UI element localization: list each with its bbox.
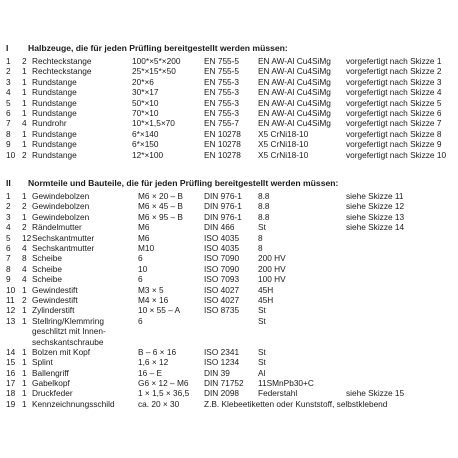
quantity: 1: [22, 191, 27, 201]
part-name: Gewindebolzen: [32, 211, 90, 222]
part-name: Rundstange: [32, 76, 77, 87]
remark: vorgefertigt nach Skizze 1: [346, 56, 442, 66]
grade: 45H: [258, 294, 274, 305]
part-name: Scheibe: [32, 263, 62, 274]
row-number: 10: [6, 149, 16, 160]
grade: 100 HV: [258, 274, 286, 285]
standard: ISO 4027: [204, 294, 240, 305]
quantity: 8: [22, 253, 27, 264]
row-number: 2: [6, 66, 11, 77]
part-name: Rundrohr: [32, 118, 67, 129]
material: EN AW-Al Cu4SiMg: [258, 66, 331, 77]
size: M3 × 5: [138, 284, 164, 295]
size: M6 × 20 – B: [138, 191, 183, 201]
quantity: 1: [22, 346, 27, 357]
row-number: 6: [6, 242, 11, 253]
size: 6: [138, 274, 143, 285]
table-row: [0, 212, 458, 222]
standard: ISO 4035: [204, 232, 240, 243]
standard: ISO 2341: [204, 346, 240, 357]
table-row: [0, 274, 458, 284]
table-row: [0, 264, 458, 274]
quantity: 1: [22, 305, 27, 316]
part-name: Druckfeder: [32, 388, 73, 399]
part-name: Gabelkopf: [32, 378, 70, 389]
quantity: 1: [22, 211, 27, 222]
row-number: 4: [6, 222, 11, 233]
quantity: 2: [22, 201, 27, 212]
standard: EN 10278: [204, 128, 241, 139]
dimensions: 6*×140: [132, 128, 159, 139]
standard: ISO 1234: [204, 357, 240, 368]
standard: ISO 8735: [204, 305, 240, 316]
part-name: Rundstange: [32, 97, 77, 108]
part-name: Rundstange: [32, 87, 77, 98]
grade: 8: [258, 242, 263, 253]
section-2-title: Normteile und Bauteile, die für jeden Prüfling bereitgestellt werden müssen:: [28, 178, 339, 188]
remark: vorgefertigt nach Skizze 2: [346, 66, 442, 77]
table-row: [0, 77, 458, 87]
table-row: [0, 347, 458, 357]
material: EN AW-Al Cu4SiMg: [258, 107, 331, 118]
size: 6: [138, 253, 143, 264]
part-name: Ballengriff: [32, 367, 69, 378]
standard: EN 755-7: [204, 118, 240, 129]
quantity: 12: [22, 232, 32, 243]
size: ca. 20 × 30: [138, 398, 180, 409]
table-row: [0, 66, 458, 76]
dimensions: 10*×1,5×70: [132, 118, 175, 129]
standard: DIN 2098: [204, 388, 240, 399]
material: EN AW-Al Cu4SiMg: [258, 87, 331, 98]
grade: St: [258, 315, 266, 326]
row-number: 12: [6, 305, 16, 316]
dimensions: 50*×10: [132, 97, 159, 108]
table-row: [0, 368, 458, 378]
row-number: 4: [6, 87, 11, 98]
part-name: Scheibe: [32, 253, 62, 264]
standard: EN 755-5: [204, 56, 240, 66]
remark: siehe Skizze 12: [346, 201, 405, 212]
standard: EN 755-5: [204, 66, 240, 77]
remark: vorgefertigt nach Skizze 3: [346, 76, 442, 87]
size: M6: [138, 222, 150, 233]
table-row: [0, 285, 458, 295]
quantity: 1: [22, 388, 27, 399]
part-name: Splint: [32, 357, 53, 368]
quantity: 2: [22, 149, 27, 160]
dimensions: 70*×10: [132, 107, 159, 118]
material: EN AW-Al Cu4SiMg: [258, 97, 331, 108]
table-row: [0, 87, 458, 97]
quantity: 4: [22, 118, 27, 129]
quantity: 1: [22, 315, 27, 326]
remark: siehe Skizze 11: [346, 191, 404, 201]
quantity: 1: [22, 107, 27, 118]
table-row: [0, 98, 458, 108]
part-name: Zylinderstift: [32, 305, 75, 316]
row-number: 8: [6, 128, 11, 139]
row-number: 1: [6, 56, 11, 66]
remark: vorgefertigt nach Skizze 8: [346, 128, 442, 139]
row-number: 15: [6, 357, 16, 368]
standard: DIN 466: [204, 222, 235, 233]
table-row: [0, 201, 458, 211]
remark: siehe Skizze 13: [346, 211, 405, 222]
remark: siehe Skizze 15: [346, 388, 405, 399]
row-number: 19: [6, 398, 16, 409]
material: EN AW-Al Cu4SiMg: [258, 56, 331, 66]
part-name: Gewindestift: [32, 284, 78, 295]
remark: Z.B. Klebeetiketten oder Kunststoff, selbstklebend: [204, 398, 388, 409]
grade: St: [258, 222, 266, 233]
part-name: Rundstange: [32, 107, 77, 118]
size: 1 × 1,5 × 36,5: [138, 388, 190, 399]
part-name: Kennzeichnungsschild: [32, 398, 115, 409]
table-row: [0, 243, 458, 253]
grade: 200 HV: [258, 263, 286, 274]
quantity: 2: [22, 56, 27, 66]
standard: DIN 976-1: [204, 191, 242, 201]
size: 6: [138, 315, 143, 326]
standard: ISO 7093: [204, 274, 240, 285]
quantity: 2: [22, 222, 27, 233]
grade: St: [258, 346, 266, 357]
standard: ISO 7090: [204, 253, 240, 264]
quantity: 1: [22, 76, 27, 87]
table-row: [0, 108, 458, 118]
row-number: 18: [6, 388, 16, 399]
material: X5 CrNi18-10: [258, 128, 309, 139]
part-name: Bolzen mit Kopf: [32, 346, 91, 357]
row-number: 7: [6, 253, 11, 264]
grade: 45H: [258, 284, 274, 295]
row-number: 10: [6, 284, 16, 295]
table-row: [0, 233, 458, 243]
standard: EN 755-3: [204, 97, 240, 108]
grade: 8.8: [258, 191, 270, 201]
dimensions: 6*×150: [132, 139, 159, 150]
row-number: 3: [6, 76, 11, 87]
quantity: 1: [22, 139, 27, 150]
grade: 8.8: [258, 211, 270, 222]
standard: EN 10278: [204, 149, 241, 160]
row-number: 17: [6, 378, 16, 389]
row-number: 5: [6, 97, 11, 108]
quantity: 1: [22, 128, 27, 139]
standard: ISO 7090: [204, 263, 240, 274]
part-name: Rundstange: [32, 128, 77, 139]
grade: Federstahl: [258, 388, 298, 399]
standard: ISO 4027: [204, 284, 240, 295]
quantity: 1: [22, 357, 27, 368]
section-2-table: [0, 191, 458, 409]
size: G6 × 12 – M6: [138, 378, 189, 389]
quantity: 4: [22, 242, 27, 253]
quantity: 1: [22, 87, 27, 98]
dimensions: 100*×5*×200: [132, 56, 181, 66]
quantity: 1: [22, 367, 27, 378]
remark: vorgefertigt nach Skizze 10: [346, 149, 447, 160]
part-name: Sechskantmutter: [32, 232, 95, 243]
size: M6 × 45 – B: [138, 201, 183, 212]
row-number: 1: [6, 191, 11, 201]
grade: 11SMnPb30+C: [258, 378, 314, 389]
remark: vorgefertigt nach Skizze 9: [346, 139, 442, 150]
grade: St: [258, 357, 266, 368]
standard: EN 755-3: [204, 76, 240, 87]
standard: EN 755-3: [204, 107, 240, 118]
row-number: 5: [6, 232, 11, 243]
row-number: 9: [6, 139, 11, 150]
table-row: [0, 378, 458, 388]
size: 16 – E: [138, 367, 162, 378]
grade: St: [258, 305, 266, 316]
remark: vorgefertigt nach Skizze 6: [346, 107, 442, 118]
table-row: [0, 253, 458, 263]
row-number: 9: [6, 274, 11, 285]
grade: 8: [258, 232, 263, 243]
dimensions: 20*×6: [132, 76, 154, 87]
standard: DIN 71752: [204, 378, 244, 389]
size: 10: [138, 263, 148, 274]
quantity: 1: [22, 97, 27, 108]
remark: vorgefertigt nach Skizze 4: [346, 87, 442, 98]
standard: EN 10278: [204, 139, 241, 150]
size: 10 × 55 – A: [138, 305, 181, 316]
grade: 8.8: [258, 201, 270, 212]
part-name: Scheibe: [32, 274, 62, 285]
section-1-table: [0, 56, 458, 160]
grade: Al: [258, 367, 266, 378]
row-number: 11: [6, 294, 15, 305]
part-name: Sechskantmutter: [32, 242, 95, 253]
part-name: Stellring/Klemmring geschlitzt mit Innen-sechskantschraube: [32, 315, 106, 347]
table-row: [0, 129, 458, 139]
remark: vorgefertigt nach Skizze 7: [346, 118, 442, 129]
row-number: 3: [6, 211, 11, 222]
table-row: [0, 139, 458, 149]
part-name: Gewindebolzen: [32, 201, 90, 212]
row-number: 16: [6, 367, 16, 378]
remark: siehe Skizze 14: [346, 222, 405, 233]
grade: 200 HV: [258, 253, 286, 264]
dimensions: 30*×17: [132, 87, 159, 98]
table-row: [0, 118, 458, 128]
size: M6 × 95 – B: [138, 211, 183, 222]
standard: ISO 4035: [204, 242, 240, 253]
material: X5 CrNi18-10: [258, 139, 309, 150]
table-row: [0, 150, 458, 160]
part-name: Rundstange: [32, 139, 77, 150]
size: 1,6 × 12: [138, 357, 169, 368]
row-number: 2: [6, 201, 11, 212]
quantity: 1: [22, 284, 27, 295]
quantity: 4: [22, 274, 27, 285]
material: EN AW-Al Cu4SiMg: [258, 76, 331, 87]
section-1-title: Halbzeuge, die für jeden Prüfling bereitgestellt werden müssen:: [28, 43, 288, 53]
table-row: [0, 399, 458, 409]
row-number: 8: [6, 263, 11, 274]
part-name: Rundstange: [32, 149, 77, 160]
table-row: [0, 295, 458, 305]
dimensions: 25*×15*×50: [132, 66, 176, 77]
remark: vorgefertigt nach Skizze 5: [346, 97, 442, 108]
table-row: [0, 316, 458, 347]
table-row: [0, 357, 458, 367]
part-name: Rechteckstange: [32, 66, 92, 77]
part-name: Rändelmutter: [32, 222, 82, 233]
standard: DIN 976-1: [204, 201, 242, 212]
material: EN AW-Al Cu4SiMg: [258, 118, 331, 129]
part-name: Gewindebolzen: [32, 191, 90, 201]
standard: DIN 976-1: [204, 211, 242, 222]
size: B – 6 × 16: [138, 346, 177, 357]
dimensions: 12*×100: [132, 149, 164, 160]
size: M10: [138, 242, 155, 253]
quantity: 1: [22, 378, 27, 389]
quantity: 4: [22, 263, 27, 274]
quantity: 2: [22, 294, 27, 305]
section-2-roman: II: [6, 178, 11, 188]
part-name: Rechteckstange: [32, 56, 92, 66]
quantity: 1: [22, 66, 27, 77]
standard: DIN 39: [204, 367, 230, 378]
part-name: Gewindestift: [32, 294, 78, 305]
size: M4 × 16: [138, 294, 169, 305]
row-number: 14: [6, 346, 16, 357]
table-row: [0, 191, 458, 201]
row-number: 13: [6, 315, 16, 326]
size: M6: [138, 232, 150, 243]
quantity: 1: [22, 398, 27, 409]
table-row: [0, 222, 458, 232]
section-1-roman: I: [6, 43, 9, 53]
row-number: 6: [6, 107, 11, 118]
table-row: [0, 305, 458, 315]
row-number: 7: [6, 118, 11, 129]
standard: EN 755-3: [204, 87, 240, 98]
table-row: [0, 388, 458, 398]
table-row: [0, 56, 458, 66]
material: X5 CrNi18-10: [258, 149, 309, 160]
